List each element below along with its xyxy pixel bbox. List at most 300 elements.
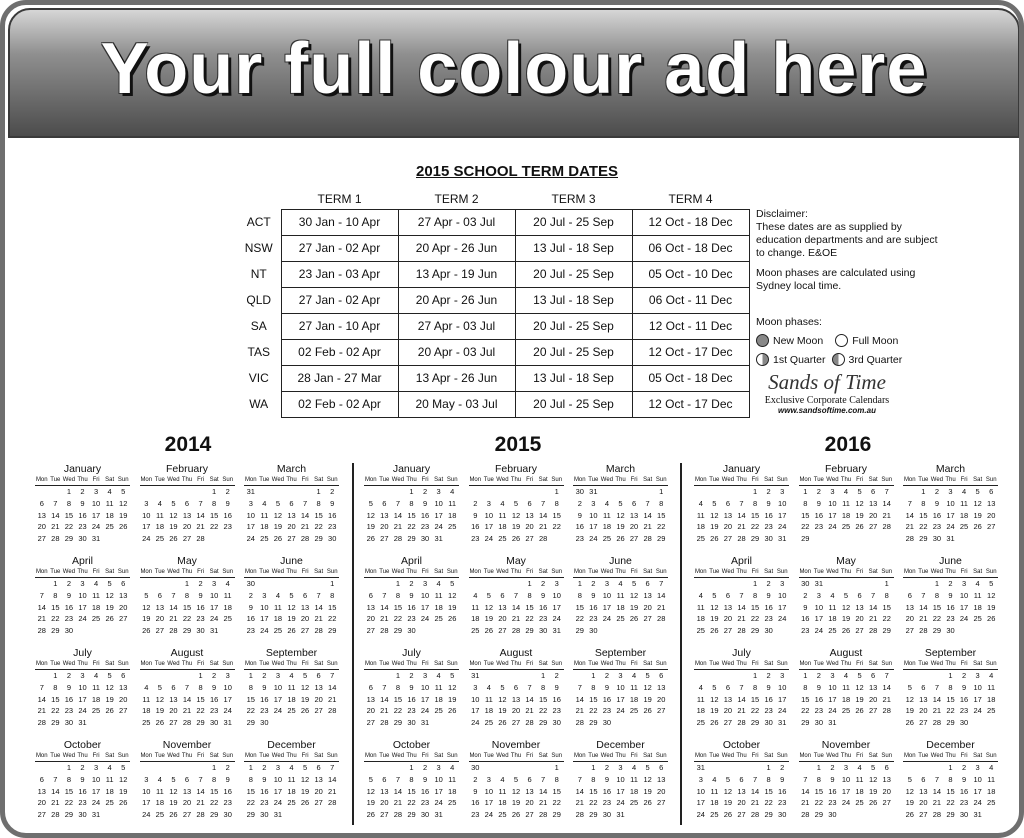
weekday-label: Tue [50, 569, 61, 575]
day-number: 22 [657, 522, 666, 532]
year-divider [352, 463, 354, 825]
day-number: 22 [182, 614, 192, 624]
day-number: 28 [37, 626, 46, 636]
day-number [445, 809, 459, 821]
day-number: 11 [105, 498, 114, 508]
day-number: 7 [330, 763, 335, 772]
day-number: 16 [764, 694, 773, 704]
day-number: 26 [448, 706, 457, 716]
day-number: 11 [434, 590, 443, 600]
day-number: 19 [155, 706, 165, 716]
day-number: 1 [577, 579, 582, 588]
day-grid [140, 486, 235, 545]
day-number: 1 [591, 763, 596, 772]
disclaimer [756, 208, 946, 300]
state-label: VIC [248, 371, 269, 385]
day-number: 21 [37, 614, 46, 624]
weekday-label: Mon [364, 569, 377, 575]
day-number: 3 [422, 579, 428, 588]
month-name: September [924, 647, 977, 659]
day-number: 11 [448, 774, 457, 784]
day-number: 17 [552, 602, 561, 612]
day-grid [694, 670, 789, 729]
day-number: 5 [712, 498, 717, 508]
day-number: 23 [589, 614, 598, 624]
day-number: 26 [142, 626, 151, 636]
day-number: 6 [289, 498, 294, 508]
day-number: 9 [577, 510, 582, 520]
day-number [614, 486, 628, 498]
month-name: February [165, 463, 208, 475]
day-number: 8 [330, 590, 335, 600]
day-number: 14 [525, 694, 534, 704]
month-calendar [244, 647, 339, 729]
day-number: 3 [698, 774, 703, 784]
day-number: 4 [486, 682, 491, 692]
term-date-cell: 06 Oct - 18 Dec [632, 235, 749, 261]
day-number [866, 717, 880, 729]
day-number: 31 [78, 718, 87, 728]
day-number: 30 [778, 810, 787, 820]
weekday-label: Sat [973, 753, 983, 759]
day-number: 22 [750, 614, 760, 624]
month-name: May [177, 555, 197, 567]
day-number: 31 [246, 487, 255, 496]
day-number: 16 [246, 614, 255, 624]
day-number: 4 [275, 590, 280, 600]
weekday-header [140, 753, 235, 762]
day-number [957, 625, 971, 637]
weekday-header [364, 661, 459, 670]
day-number: 8 [803, 682, 808, 692]
day-number: 11 [92, 682, 100, 692]
day-number: 12 [105, 682, 114, 692]
day-number: 3 [780, 579, 785, 588]
weekday-label: Wed [62, 569, 76, 575]
day-number: 17 [828, 694, 837, 704]
day-number: 16 [78, 786, 87, 796]
day-number: 26 [987, 614, 996, 624]
day-number: 11 [855, 774, 864, 784]
day-number: 26 [498, 718, 507, 728]
day-number: 3 [975, 671, 980, 680]
day-number: 28 [657, 614, 666, 624]
weekday-header [35, 477, 130, 486]
day-number [971, 533, 985, 545]
day-number: 18 [448, 510, 457, 520]
day-number: 30 [407, 626, 416, 636]
day-number: 29 [552, 810, 561, 820]
day-number: 26 [169, 810, 178, 820]
day-grid [573, 486, 668, 545]
day-number: 24 [142, 810, 151, 820]
day-number: 27 [723, 534, 733, 544]
day-number: 20 [629, 522, 639, 532]
weekday-label: Sat [209, 753, 219, 759]
term-date-cell: 23 Jan - 03 Apr [281, 261, 398, 287]
day-number [378, 578, 392, 590]
day-number: 4 [712, 774, 717, 784]
day-number: 27 [525, 534, 534, 544]
day-number: 3 [780, 671, 785, 680]
day-number: 24 [484, 810, 494, 820]
day-number: 30 [764, 534, 773, 544]
day-number: 19 [710, 706, 719, 716]
day-number: 24 [142, 534, 151, 544]
day-number: 18 [142, 706, 151, 716]
day-number: 26 [629, 614, 639, 624]
day-number: 8 [198, 682, 203, 692]
day-number: 4 [144, 682, 149, 692]
day-number: 23 [223, 522, 232, 532]
day-number: 20 [905, 614, 914, 624]
month-calendar [799, 463, 894, 545]
day-number: 4 [107, 487, 112, 496]
day-number: 26 [448, 614, 457, 624]
day-number: 21 [393, 522, 403, 532]
day-number: 30 [552, 718, 561, 728]
weekday-header [140, 569, 235, 578]
day-number: 29 [314, 534, 323, 544]
day-number: 8 [541, 682, 546, 692]
term-date-cell: 30 Jan - 10 Apr [281, 209, 398, 235]
weekday-label: Wed [167, 661, 180, 667]
day-number: 15 [246, 694, 255, 704]
day-number: 4 [698, 682, 703, 692]
day-number [880, 717, 894, 729]
day-number [271, 578, 285, 590]
day-number [839, 533, 853, 545]
day-number: 20 [737, 798, 746, 808]
day-number: 15 [552, 510, 561, 520]
term-date-cell: 27 Jan - 02 Apr [281, 235, 398, 261]
day-number [140, 762, 154, 774]
day-number: 13 [723, 694, 733, 704]
day-number: 30 [209, 718, 219, 728]
day-number [153, 486, 167, 498]
weekday-label: Tue [709, 477, 720, 483]
day-number: 1 [921, 487, 926, 496]
day-number: 3 [422, 671, 428, 680]
day-grid [469, 670, 564, 729]
weekday-label: Sun [446, 477, 458, 483]
day-number: 27 [182, 810, 192, 820]
day-number: 3 [948, 487, 953, 496]
day-number: 8 [591, 682, 596, 692]
day-number: 20 [723, 614, 733, 624]
day-number: 19 [987, 602, 996, 612]
day-grid [364, 670, 459, 729]
day-number: 6 [368, 590, 373, 600]
day-number: 9 [816, 498, 821, 508]
weekday-label: Fri [630, 661, 638, 667]
day-number: 4 [262, 498, 267, 508]
weekday-header [35, 753, 130, 762]
day-number: 9 [473, 510, 478, 520]
weekday-label: Sat [434, 661, 444, 667]
month-name: August [499, 647, 533, 659]
weekday-header [799, 661, 894, 670]
day-number [432, 717, 446, 729]
day-number: 23 [260, 798, 269, 808]
weekday-label: Thu [945, 753, 956, 759]
weekday-label: Fri [960, 661, 968, 667]
month-calendar [35, 739, 130, 821]
day-number: 4 [698, 498, 703, 508]
day-number: 17 [209, 602, 219, 612]
day-number: 31 [828, 718, 837, 728]
weekday-label: Sat [868, 477, 878, 483]
weekday-label: Sun [551, 753, 563, 759]
day-number: 22 [196, 706, 205, 716]
day-number: 8 [591, 774, 596, 784]
day-number: 2 [554, 671, 559, 680]
day-number: 26 [855, 706, 864, 716]
day-number: 23 [246, 626, 255, 636]
day-number: 23 [64, 614, 74, 624]
day-number: 27 [498, 626, 507, 636]
day-number: 1 [184, 579, 190, 588]
day-number: 6 [316, 763, 321, 772]
day-number: 12 [643, 682, 652, 692]
day-number: 23 [471, 534, 480, 544]
term-date-cell: 20 Apr - 03 Jul [398, 339, 515, 365]
day-number: 13 [182, 786, 192, 796]
day-number [378, 762, 392, 774]
day-number: 12 [484, 602, 494, 612]
day-number: 14 [196, 510, 205, 520]
weekday-label: Tue [154, 753, 165, 759]
day-number: 30 [420, 534, 430, 544]
weekday-header [469, 661, 564, 670]
day-number: 2 [409, 671, 414, 680]
day-number: 8 [316, 498, 321, 508]
term-date-cell: 20 Jul - 25 Sep [515, 313, 632, 339]
day-number [325, 809, 339, 821]
day-number: 4 [975, 579, 980, 588]
day-number: 28 [196, 534, 205, 544]
day-number: 6 [184, 774, 190, 784]
day-number: 19 [484, 614, 494, 624]
term-row [237, 339, 749, 365]
day-number: 5 [907, 774, 912, 784]
day-number: 5 [725, 774, 730, 784]
day-number: 21 [51, 798, 60, 808]
day-number: 10 [841, 774, 851, 784]
day-number: 16 [407, 602, 416, 612]
day-number: 12 [643, 774, 652, 784]
day-number: 13 [905, 602, 914, 612]
day-number: 27 [723, 718, 733, 728]
day-number: 13 [919, 786, 928, 796]
weekday-label: Mon [244, 661, 257, 667]
day-grid [903, 762, 998, 821]
day-number: 29 [407, 534, 416, 544]
day-number: 15 [393, 694, 403, 704]
weekday-label: Sat [643, 753, 653, 759]
day-number: 6 [382, 498, 387, 508]
day-number: 10 [552, 590, 561, 600]
day-number: 28 [51, 810, 60, 820]
day-number: 20 [525, 522, 534, 532]
day-number [866, 578, 880, 590]
day-number: 7 [577, 774, 582, 784]
day-number: 22 [764, 798, 773, 808]
day-number: 3 [80, 671, 85, 680]
day-number: 3 [780, 487, 785, 496]
day-number: 19 [119, 510, 128, 520]
day-number: 19 [710, 614, 719, 624]
day-number: 17 [959, 602, 969, 612]
day-number: 10 [973, 774, 982, 784]
day-number: 13 [380, 786, 389, 796]
day-number: 25 [498, 534, 507, 544]
day-number: 23 [260, 706, 269, 716]
day-number: 30 [814, 718, 824, 728]
month-calendar [903, 647, 998, 729]
day-number: 20 [314, 694, 323, 704]
month-name: January [63, 463, 102, 475]
day-number: 11 [155, 510, 164, 520]
day-number: 26 [287, 626, 296, 636]
day-number: 21 [182, 706, 192, 716]
day-number: 4 [618, 579, 623, 588]
day-number: 28 [182, 718, 192, 728]
day-number: 4 [93, 579, 99, 588]
day-number: 23 [764, 706, 773, 716]
day-grid [469, 578, 564, 637]
day-number: 7 [541, 774, 546, 784]
term-header: TERM 4 [668, 191, 713, 206]
day-number: 25 [223, 614, 232, 624]
day-number: 12 [855, 498, 864, 508]
day-number: 9 [541, 590, 546, 600]
day-number: 8 [53, 590, 58, 600]
day-number [550, 533, 564, 545]
weekday-label: Sun [881, 477, 893, 483]
day-number: 21 [380, 614, 389, 624]
day-number: 6 [184, 498, 190, 508]
day-number: 23 [602, 706, 612, 716]
month-calendar [573, 739, 668, 821]
day-number [469, 486, 483, 498]
day-number: 1 [948, 763, 953, 772]
day-number: 30 [407, 718, 416, 728]
weekday-header [35, 661, 130, 670]
brand-tagline: Exclusive Corporate Calendars [764, 395, 890, 406]
day-number: 18 [287, 694, 296, 704]
day-number: 4 [473, 590, 478, 600]
day-number [903, 762, 917, 774]
day-number: 29 [393, 718, 403, 728]
weekday-label: Mon [694, 753, 707, 759]
day-number: 12 [366, 786, 375, 796]
day-number: 29 [538, 718, 548, 728]
term-date-cell: 20 Jul - 25 Sep [515, 339, 632, 365]
day-number: 6 [39, 498, 44, 508]
day-number: 26 [723, 810, 733, 820]
weekday-label: Fri [751, 753, 759, 759]
day-number: 19 [723, 798, 733, 808]
day-number: 29 [196, 718, 205, 728]
day-number: 10 [589, 510, 598, 520]
weekday-label: Sat [314, 661, 324, 667]
weekday-label: Tue [918, 753, 929, 759]
day-number: 12 [155, 694, 165, 704]
new-moon-label: New Moon [773, 334, 824, 347]
weekday-label: Sat [314, 569, 324, 575]
day-number [930, 762, 944, 774]
day-grid [244, 486, 339, 545]
day-number: 8 [409, 774, 414, 784]
weekday-header [799, 477, 894, 486]
day-number [735, 578, 749, 590]
term-date-cell: 13 Jul - 18 Sep [515, 365, 632, 391]
month-name: October [392, 739, 431, 751]
day-number [641, 486, 655, 498]
day-number: 14 [737, 694, 746, 704]
day-number: 27 [629, 534, 639, 544]
weekday-label: Fri [301, 661, 309, 667]
day-number: 26 [905, 810, 914, 820]
weekday-label: Thu [406, 477, 417, 483]
day-number: 5 [712, 682, 717, 692]
day-number: 6 [739, 774, 744, 784]
day-number: 27 [511, 718, 521, 728]
day-number: 26 [511, 810, 521, 820]
day-number: 27 [380, 534, 389, 544]
day-number: 7 [739, 498, 744, 508]
day-number: 21 [328, 786, 337, 796]
state-label: SA [250, 319, 267, 333]
weekday-header [573, 753, 668, 762]
term-date-cell: 27 Jan - 10 Apr [281, 313, 398, 339]
day-number: 13 [300, 602, 310, 612]
day-number: 1 [659, 487, 664, 496]
day-number: 20 [380, 798, 389, 808]
day-number [509, 670, 523, 682]
day-number: 2 [816, 671, 821, 680]
day-number: 20 [119, 602, 128, 612]
day-number: 12 [905, 786, 914, 796]
day-number [49, 762, 63, 774]
day-number: 24 [814, 626, 824, 636]
day-number: 10 [246, 510, 255, 520]
day-number [116, 625, 130, 637]
day-number: 23 [64, 706, 74, 716]
day-number [194, 486, 208, 498]
day-number: 18 [841, 694, 851, 704]
day-number: 7 [871, 590, 876, 600]
day-number: 4 [289, 671, 294, 680]
year-divider [680, 463, 682, 825]
month-name: February [824, 463, 867, 475]
day-number: 11 [696, 694, 705, 704]
weekday-label: Sat [105, 569, 115, 575]
weekday-label: Tue [379, 477, 390, 483]
day-number: 10 [696, 786, 705, 796]
day-grid [573, 670, 668, 729]
day-number: 28 [51, 534, 60, 544]
day-number: 13 [629, 510, 639, 520]
weekday-label: Sat [643, 477, 653, 483]
day-number: 24 [273, 706, 283, 716]
day-number [298, 486, 312, 498]
term-date-cell: 02 Feb - 02 Apr [281, 391, 398, 417]
day-number: 1 [212, 487, 217, 496]
month-calendar [140, 647, 235, 729]
day-number [312, 717, 326, 729]
